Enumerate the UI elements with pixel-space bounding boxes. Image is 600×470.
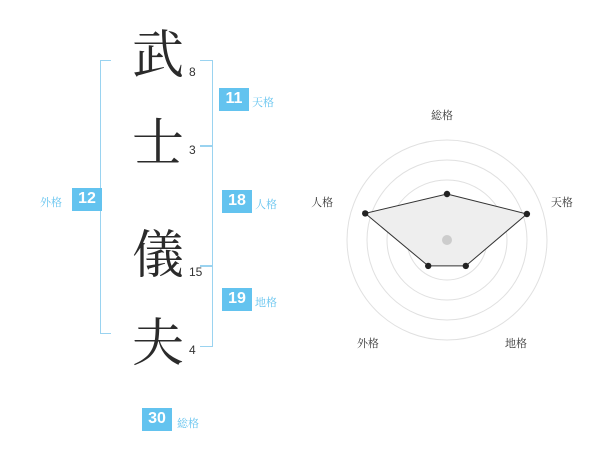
name-character: 武 (131, 26, 184, 86)
name-character: 儀 (131, 226, 184, 286)
tenkaku-bracket (200, 60, 213, 147)
tenkaku-label: 天格 (252, 97, 274, 109)
gaikaku-value: 12 (72, 188, 102, 211)
jinkaku-bracket (200, 145, 213, 267)
name-character: 士 (131, 114, 184, 174)
gaikaku-label: 外格 (40, 197, 62, 209)
tenkaku-value: 11 (219, 88, 249, 111)
radar-chart (300, 0, 600, 470)
radar-axis-label: 天格 (550, 197, 573, 210)
chikaku-value: 19 (222, 288, 252, 311)
radar-axis-label: 人格 (311, 197, 334, 210)
stroke-count: 3 (189, 143, 196, 157)
soukaku-value: 30 (142, 408, 172, 431)
jinkaku-value: 18 (222, 190, 252, 213)
radar-axis-label: 総格 (431, 110, 453, 122)
radar-axis-label: 地格 (505, 337, 528, 350)
name-character: 夫 (131, 314, 184, 374)
soukaku-label: 総格 (177, 418, 199, 430)
jinkaku-label: 人格 (255, 199, 277, 211)
stroke-count: 4 (189, 343, 196, 357)
chikaku-label: 地格 (255, 297, 277, 309)
radar-chart-svg (300, 0, 600, 470)
stroke-count: 8 (189, 65, 196, 79)
radar-axis-label: 外格 (356, 337, 379, 350)
stroke-count: 15 (189, 265, 203, 279)
